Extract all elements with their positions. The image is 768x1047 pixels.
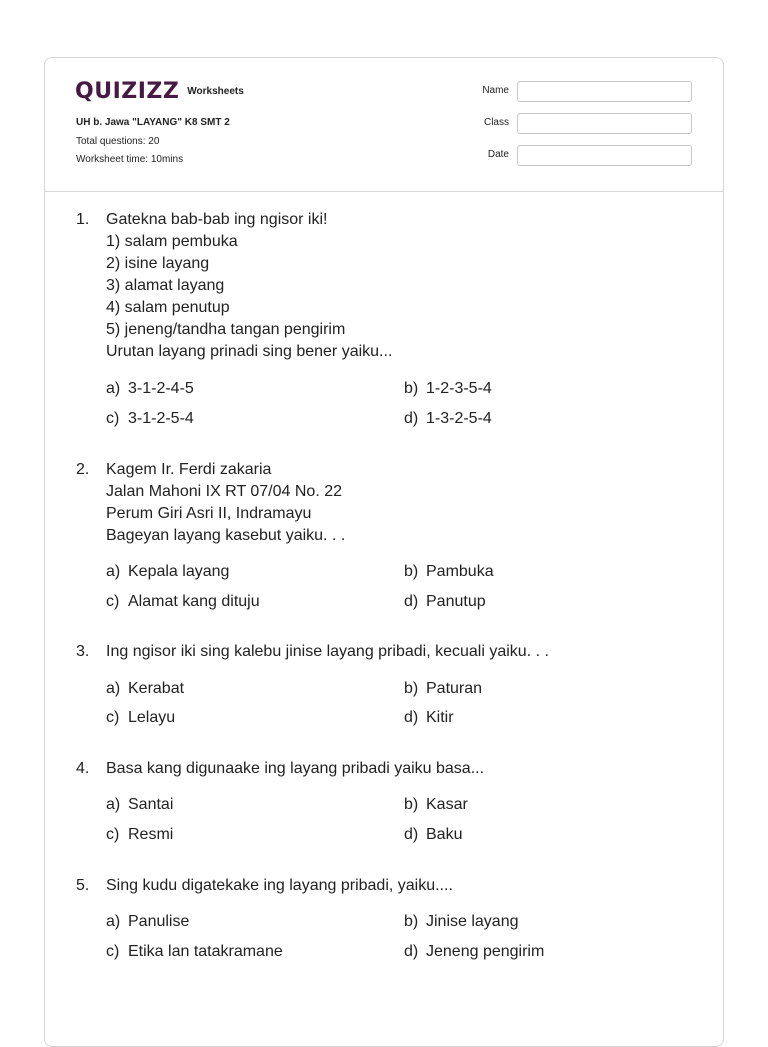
option-letter: b) (404, 563, 419, 580)
logo-subtitle: Worksheets (187, 86, 244, 97)
option-d (404, 408, 492, 430)
question-text (106, 875, 453, 897)
name-field[interactable] (517, 81, 692, 102)
option-letter: c) (106, 826, 120, 843)
quizizz-logo (75, 79, 244, 104)
question-number: 5. (76, 877, 90, 894)
option-text: Jeneng pengirim (426, 943, 545, 960)
option-text: 1-2-3-5-4 (426, 380, 492, 397)
option-text: 3-1-2-4-5 (128, 380, 194, 397)
option-letter: b) (404, 796, 419, 813)
date-field[interactable] (517, 145, 692, 166)
option-letter: c) (106, 943, 120, 960)
option-a (106, 794, 173, 816)
worksheet-page (44, 57, 724, 1047)
question-line: Gatekna bab-bab ing ngisor iki! (106, 211, 328, 228)
option-text: Etika lan tatakramane (128, 943, 283, 960)
option-text: Kerabat (128, 680, 185, 697)
question-line: Kagem Ir. Ferdi zakaria (106, 461, 272, 478)
option-text: Santai (128, 796, 174, 813)
question-line: 4) salam penutup (106, 299, 230, 316)
question-line: 1) salam pembuka (106, 233, 238, 250)
option-text: Paturan (426, 680, 483, 697)
name-label: Name (482, 85, 509, 96)
question-number: 4. (76, 760, 90, 777)
option-a (106, 678, 184, 700)
option-d (404, 591, 486, 613)
question-text (106, 641, 549, 663)
logo-wordmark: QUIZIZZ (75, 79, 180, 104)
option-text: Pambuka (426, 563, 494, 580)
option-text: Panutup (426, 593, 486, 610)
option-text: Panulise (128, 913, 190, 930)
option-text: Kepala layang (128, 563, 230, 580)
option-letter: a) (106, 380, 121, 397)
question-line: Urutan layang prinadi sing bener yaiku... (106, 343, 393, 360)
option-d (404, 707, 454, 729)
option-letter: c) (106, 593, 120, 610)
option-letter: a) (106, 563, 121, 580)
option-letter: a) (106, 913, 121, 930)
option-letter: c) (106, 410, 120, 427)
option-text: Kasar (426, 796, 468, 813)
question-text (106, 758, 484, 780)
option-b (404, 911, 519, 933)
question-line: Jalan Mahoni IX RT 07/04 No. 22 (106, 483, 342, 500)
worksheet-title: UH b. Jawa "LAYANG" K8 SMT 2 (76, 117, 230, 128)
option-text: Baku (426, 826, 463, 843)
option-letter: d) (404, 943, 419, 960)
option-text: 1-3-2-5-4 (426, 410, 492, 427)
option-letter: d) (404, 826, 419, 843)
option-text: 3-1-2-5-4 (128, 410, 194, 427)
class-label: Class (483, 117, 509, 128)
question-line: Sing kudu digatekake ing layang pribadi, yaiku.... (106, 877, 453, 894)
option-letter: d) (404, 593, 419, 610)
option-b (404, 378, 492, 400)
option-letter: c) (106, 709, 120, 726)
option-c (106, 591, 260, 613)
option-b (404, 678, 482, 700)
question-line: 2) isine layang (106, 255, 210, 272)
worksheet-header (45, 58, 723, 192)
worksheet-time: Worksheet time: 10mins (76, 154, 184, 165)
option-text: Lelayu (128, 709, 176, 726)
option-b (404, 561, 494, 583)
option-c (106, 824, 173, 846)
option-c (106, 941, 283, 963)
option-d (404, 941, 544, 963)
option-text: Jinise layang (426, 913, 519, 930)
question-number: 1. (76, 211, 90, 228)
option-a (106, 378, 194, 400)
question-line: Bageyan layang kasebut yaiku. . . (106, 527, 346, 544)
question-line: 3) alamat layang (106, 277, 225, 294)
question-number: 3. (76, 643, 90, 660)
option-d (404, 824, 462, 846)
option-letter: b) (404, 913, 419, 930)
option-letter: b) (404, 380, 419, 397)
option-c (106, 707, 175, 729)
option-letter: a) (106, 680, 121, 697)
option-a (106, 561, 229, 583)
option-text: Resmi (128, 826, 174, 843)
question-line: 5) jeneng/tandha tangan pengirim (106, 321, 346, 338)
option-letter: d) (404, 709, 419, 726)
option-letter: a) (106, 796, 121, 813)
question-line: Basa kang digunaake ing layang pribadi yaiku basa... (106, 760, 485, 777)
option-a (106, 911, 189, 933)
question-line: Perum Giri Asri II, Indramayu (106, 505, 312, 522)
class-field[interactable] (517, 113, 692, 134)
option-letter: b) (404, 680, 419, 697)
date-label: Date (487, 149, 509, 160)
question-number: 2. (76, 461, 90, 478)
total-questions: Total questions: 20 (76, 136, 160, 147)
option-c (106, 408, 194, 430)
option-letter: d) (404, 410, 419, 427)
question-text (106, 209, 392, 363)
option-text: Alamat kang dituju (128, 593, 260, 610)
question-line: Ing ngisor iki sing kalebu jinise layang pribadi, kecuali yaiku. . . (106, 643, 549, 660)
option-text: Kitir (426, 709, 454, 726)
question-text (106, 459, 345, 547)
option-b (404, 794, 468, 816)
